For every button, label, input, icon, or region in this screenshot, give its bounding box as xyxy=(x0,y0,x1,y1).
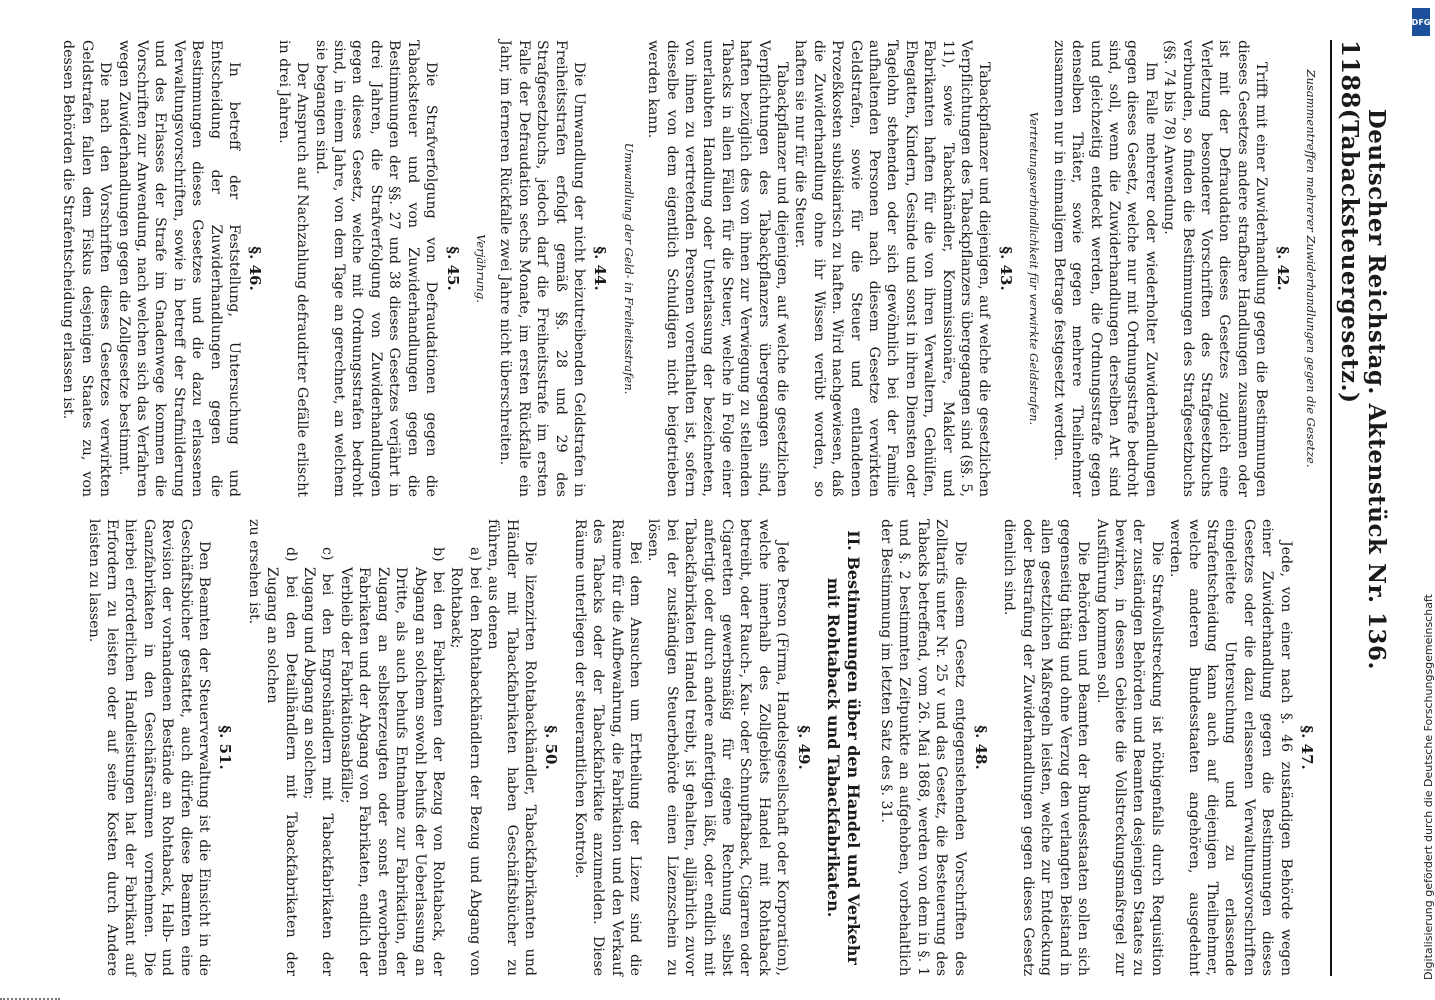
marginal-heading: Verjährung. xyxy=(473,234,488,303)
paragraph: Im Falle mehrerer oder wiederholter Zuwiderhandlungen gegen dieses Gesetz, welche nur mit Ordnungsstrafe bedroht sind, soll, wenn die Zuwiderhandlungen derselben Art sind und gleichzeitig entdeckt werden, die Ordnungsstrafe gegen denselben Thäter, sowie gegen mehrere Theilnehmer zusammen nur in einmaligem Betrage festgesetzt werden. xyxy=(1050,40,1159,497)
paragraph: zu ersehen ist. xyxy=(245,519,262,625)
part-heading: II. Bestimmungen über den Handel und Verkehr mit Rohtaback und Tabackfabrikaten. xyxy=(823,530,863,965)
paragraph: In betreff der Feststellung, Untersuchung und Entscheidung der Zuwiderhandlungen gegen die Bestimmungen dieses Gesetzes und die dazu erlassenen Verwaltungsvorschriften, sowie in betreff der Strafmilderung und des Erlasses der Strafe im Gnadenwege kommen die Vorschriften zur Anwendung, nach welchen sich das Verfahren wegen Zuwiderhandlungen gegen die Zollgesetze bestimmt. xyxy=(115,40,243,497)
marginal-heading: Vertretungsverbindlichkeit für verwirkte Geldstrafen. xyxy=(1027,111,1042,426)
section-heading: §. 45. xyxy=(443,246,462,291)
right-column xyxy=(30,519,1326,976)
marginal-heading: Zusammentreffen mehrerer Zuwiderhandlungen gegen die Gesetze. xyxy=(1304,69,1318,468)
scan-edge-artifact xyxy=(0,992,60,1000)
page-title: Deutscher Reichstag. Aktenstück Nr. 136. (Tabacksteuergesetz.) xyxy=(1336,108,1390,671)
section-heading: §. 43. xyxy=(996,246,1015,291)
paragraph: Die nach den Vorschriften dieses Gesetzes verwirkten Geldstrafen fallen dem Fiskus desjenigen Staates zu, von dessen Behörden die Strafentscheidung erlassen ist. xyxy=(60,40,114,497)
paragraph: Die Strafverfolgung von Defraudationen gegen die Tabacksteuer und von Zuwiderhandlungen gegen die Bestimmungen der §§. 27 und 38 dieses Gesetzes verjährt in drei Jahren, die Strafverfolgung von Zuwiderhandlungen gegen dieses Gesetz, welche mit Ordnungsstrafen bedroht sind, in einem Jahre, von dem Tage an gerechnet, an welchem sie begangen sind. xyxy=(312,40,440,497)
paragraph: Die lizenzirten Rohtabackhändler, Tabackfabrikanten und Händler mit Tabackfabrikaten haben Geschäftsbücher zu führen, aus denen xyxy=(485,519,538,976)
list-item: b) bei den Fabrikanten der Bezug von Rohtaback, der Abgang an solchem sowohl behufs der Ueberlassung an Dritte, als auch behufs Entnahme zur Fabrikation, der Zugang an selbsterzeugten oder sonst erworbenen Fabrikaten und der Abgang von Fabrikaten, endlich der Verbleib der Fabrikationsabfälle; xyxy=(337,547,446,976)
paragraph: Den Beamten der Steuerverwaltung ist die Einsicht in die Geschäftsbücher gestattet, auch dürfen diese Beamten eine Revision der vorhandenen Bestände an Rohtaback, Halb- und Ganzfabrikaten in den Geschäftsräumen vornehmen. Die hierbei erforderlichen Handleistungen hat der Fabrikant auf Erfordern zu leisten oder auf seine Kosten durch Andere leisten zu lassen. xyxy=(85,519,213,976)
enumerated-list xyxy=(263,547,484,976)
section-heading: §. 51. xyxy=(216,725,235,770)
left-column xyxy=(30,40,1326,497)
paragraph: Die Strafvollstreckung ist nöthigenfalls durch Requisition der zuständigen Behörden und Beamten desjenigen Staates zu bewirken, in dessen Gebiete die Vollstreckungsmaßregel zur Ausführung kommen soll. xyxy=(1093,519,1165,976)
dfg-logo: DFG xyxy=(1412,8,1430,36)
paragraph: Tabackpflanzer und diejenigen, auf welche die gesetzlichen Verpflichtungen des Tabackpflanzers übergegangen sind, haften bezüglich des von ihnen zur Verwiegung zu stellenden Tabacks in allen Fällen für die Steuer, welche in Folge einer unerlaubten Handlung oder Unterlassung der bezeichneten, von ihnen zu vertretenden Personen vorenthalten ist, sofern dieselbe von dem eigentlich Schuldigen nicht beigetrieben werden kann. xyxy=(645,40,791,497)
digitization-credit: Digitalisierung gefördert durch die Deutsche Forschungsgemeinschaft xyxy=(1422,594,1435,980)
page-header xyxy=(1330,40,1390,976)
marginal-heading: Umwandlung der Geld- in Freiheitsstrafen. xyxy=(621,142,636,395)
list-item: d) bei den Detailhändlern mit Tabackfabrikaten der Zugang an solchen xyxy=(264,547,299,976)
paragraph: Der Anspruch auf Nachzahlung defraudirter Gefälle erlischt in drei Jahren. xyxy=(275,40,311,497)
paragraph: Jede, von einer nach §. 46 zuständigen Behörde wegen einer Zuwiderhandlung gegen die Bestimmungen dieses Gesetzes oder die dazu erlassenen Verwaltungsvorschriften eingeleitete Untersuchung und zu erlassende Strafentscheidung kann auch auf diejenigen Theilnehmer, welche anderen Bundesstaaten angehören, ausgedehnt werden. xyxy=(1167,519,1294,976)
paragraph: Tabackpflanzer und diejenigen, auf welche die gesetzlichen Verpflichtungen des Tabackpflanzers übergegangen sind (§§. 5, 11), sowie Tabackhändler, Kommissionäre, Makler und Fabrikanten haften für die von ihren Verwaltern, Gehülfen, Ehegatten, Kindern, Gesinde und sonst in ihren Diensten oder Tagelohn stehenden oder sich gewöhnlich bei der Familie aufhaltenden Personen nach diesem Gesetze verwirkten Geldstrafen, sowie für die Steuer und entlandenen Prozeßkosten subsidiarisch zu haften. Wird nachgewiesen, daß die Zuwiderhandlung ohne ihr Wissen verübt worden, so haften sie nur für die Steuer. xyxy=(792,40,993,497)
paragraph: Die diesem Gesetz entgegenstehenden Vorschriften des Zolltarifs unter Nr. 25 v und das Gesetz, die Besteuerung des Tabacks betreffend, vom 26. Mai 1868, werden von dem in §. 1 und §. 2 bestimmten Zeitpunkte an aufgehoben, vorbehaltlich der Bestimmung im letzten Satz des §. 31. xyxy=(878,519,968,976)
section-heading: §. 42. xyxy=(1273,246,1292,291)
paragraph: Die Umwandlung der nicht beizutreibenden Geldstrafen in Freiheitsstrafen erfolgt gemäß §§. 28 und 29 des Strafgesetzbuchs, jedoch darf die Freiheitsstrafe im ersten Falle der Defraudation sechs Monate, im ersten Rückfalle ein Jahr, im ferneren Rückfalle zwei Jahre nicht überschreiten. xyxy=(497,40,587,497)
list-item: c) bei den Engroshändlern mit Tabackfabrikaten der Zugang und Abgang an solchen; xyxy=(301,547,336,976)
section-heading: §. 49. xyxy=(794,725,813,770)
paragraph: Trifft mit einer Zuwiderhandlung gegen die Bestimmungen dieses Gesetzes andere strafbare Handlungen zusammen oder ist mit der Defraudation dieses Gesetzes zugleich eine Verletzung besonderer Vorschriften des Strafgesetzbuchs verbunden, so finden die Bestimmungen des Strafgesetzbuchs (§§. 74 bis 78) Anwendung. xyxy=(1161,40,1270,497)
section-heading: §. 47. xyxy=(1298,725,1316,770)
section-heading: §. 50. xyxy=(542,725,561,770)
paragraph: Jede Person (Firma, Handelsgesellschaft oder Korporation), welche innerhalb des Zollgebiets Handel mit Rohtaback betreibt, oder Rauch-, Kau- oder Schnupftaback, Cigarren oder Cigaretten gewerbsmäßig für eigene Rechnung selbst anfertigt oder durch andere anfertigen läßt, oder endlich mit Tabackfabrikaten Handel treibt, ist gehalten, alljährlich zuvor bei der zuständigen Steuerbehörde einen Lizenzschein zu lösen. xyxy=(645,519,791,976)
paragraph: Die Behörden und Beamten der Bundesstaaten sollen sich gegenseitig thätig und ohne Verzug den verlangten Beistand in allen gesetzlichen Maßregeln leisten, welche zur Entdeckung oder Bestrafung der Zuwiderhandlungen gegen dieses Gesetz dienlich sind. xyxy=(1001,519,1092,976)
list-item: a) bei den Rohtabackhändlern der Bezug und Abgang von Rohtaback; xyxy=(448,547,483,976)
paragraph: Bei dem Ansuchen um Ertheilung der Lizenz sind die Räume für die Aufbewahrung, die Fabrikation und den Verkauf des Tabacks oder der Tabackfabrikate anzumelden. Diese Räume unterliegen der steueramtlichen Kontrole. xyxy=(571,519,643,976)
text-columns xyxy=(30,40,1326,976)
section-heading: §. 44. xyxy=(591,246,610,291)
section-heading: §. 48. xyxy=(972,725,991,770)
section-heading: §. 46. xyxy=(246,246,265,291)
page-number: 1188 xyxy=(1336,40,1365,109)
